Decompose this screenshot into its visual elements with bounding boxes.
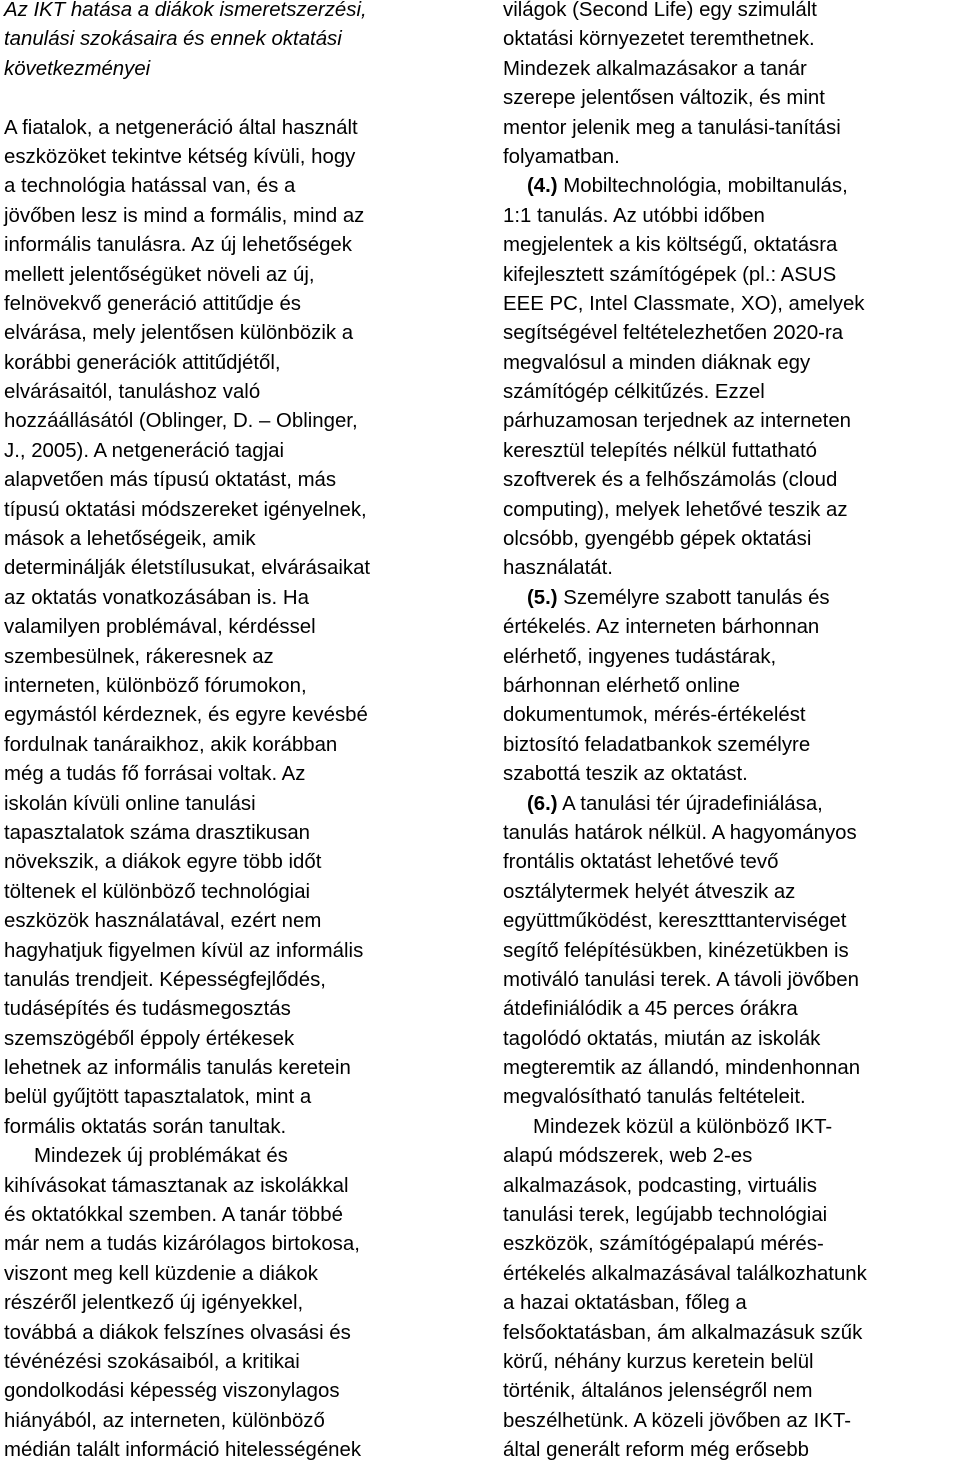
text-line: Mindezek új problémákat és xyxy=(34,1145,288,1168)
text-line: szerepe jelentősen változik, és mint xyxy=(503,87,825,110)
title-line: Az IKT hatása a diákok ismeretszerzési, xyxy=(4,0,367,21)
text-line: gondolkodási képesség viszonylagos xyxy=(4,1380,340,1403)
text-line: számítógép célkitűzés. Ezzel xyxy=(503,381,765,404)
text-line: szoftverek és a felhőszámolás (cloud xyxy=(503,469,838,492)
text-line: bárhonnan elérhető online xyxy=(503,674,740,697)
text-line: jövőben lesz is mind a formális, mind az xyxy=(4,204,365,227)
text-line: hagyhatjuk figyelmen kívül az informális xyxy=(4,939,364,962)
text-line: mentor jelenik meg a tanulási-tanítási xyxy=(503,116,841,139)
text-line: szemszögéből éppoly értékesek xyxy=(4,1027,295,1050)
text-line: továbbá a diákok felszínes olvasási és xyxy=(4,1321,351,1344)
text-line: megjelentek a kis költségű, oktatásra xyxy=(503,234,838,257)
text-line: mások a lehetőségeik, amik xyxy=(4,528,256,551)
text-line: eszközök használatával, ezért nem xyxy=(4,910,322,933)
item-number: (6.) xyxy=(527,792,558,815)
text-line: értékelés. Az interneten bárhonnan xyxy=(503,616,820,639)
text-line: elvárásaitól, tanuláshoz való xyxy=(4,381,261,404)
text-line: a hazai oktatásban, főleg a xyxy=(503,1292,747,1315)
item-6 xyxy=(503,790,958,1113)
text-line: töltenek el különböző technológiai xyxy=(4,880,311,903)
text-line: elérhető, ingyenes tudástárak, xyxy=(503,645,777,668)
text-line: az oktatás vonatkozásában is. Ha xyxy=(4,586,309,609)
text-line: tanulás határok nélkül. A hagyományos xyxy=(503,821,857,844)
text-line: motiváló tanulási terek. A távoli jövőben xyxy=(503,968,859,991)
text-line: még a tudás fő forrásai voltak. Az xyxy=(4,763,306,786)
text-line: 1:1 tanulás. Az utóbbi időben xyxy=(503,204,765,227)
text-line: informális tanulásra. Az új lehetőségek xyxy=(4,234,352,257)
text-line: használatát. xyxy=(503,557,613,580)
text-line: segítségével feltételezhetően 2020-ra xyxy=(503,322,844,345)
text-line: felnövekvő generáció attitűdje és xyxy=(4,292,301,315)
text-line: növekszik, a diákok egyre több időt xyxy=(4,851,322,874)
text-line: típusú oktatási módszereket igényelnek, xyxy=(4,498,367,521)
text-line: viszont meg kell küzdenie a diákok xyxy=(4,1262,318,1285)
text-line: tanulás trendjeit. Képességfejlődés, xyxy=(4,968,326,991)
text-line: Mindezek közül a különböző IKT- xyxy=(533,1115,833,1138)
text-line: elvárása, mely jelentősen különbözik a xyxy=(4,322,354,345)
text-line: lehetnek az informális tanulás keretein xyxy=(4,1057,351,1080)
text-line: fordulnak tanáraikhoz, akik korábban xyxy=(4,733,338,756)
text-line: átdefiniálódik a 45 perces órákra xyxy=(503,998,798,1021)
text-line: formális oktatás során tanultak. xyxy=(4,1115,287,1138)
item-first-line xyxy=(503,584,958,613)
paragraph-1 xyxy=(4,114,480,1143)
text-line: iskolán kívüli online tanulási xyxy=(4,792,256,815)
text-line: párhuzamosan terjednek az interneten xyxy=(503,410,851,433)
text-line: tanulási terek, legújabb technológiai xyxy=(503,1204,828,1227)
text-line: eszközöket tekintve kétség kívüli, hogy xyxy=(4,145,356,168)
text-line: szabottá teszik az oktatást. xyxy=(503,763,748,786)
paragraph-2 xyxy=(4,1142,480,1465)
text-line: világok (Second Life) egy szimulált xyxy=(503,0,817,21)
item-first-line xyxy=(503,172,958,201)
text-line: együttműködést, keresztttanterviséget xyxy=(503,910,847,933)
text-line: alkalmazások, podcasting, virtuális xyxy=(503,1174,817,1197)
text-line: eszközök, számítógépalapú mérés- xyxy=(503,1233,824,1256)
text-line: tévénézési szokásaiból, a kritikai xyxy=(4,1350,300,1373)
text-line: részéről jelentkező új igényekkel, xyxy=(4,1292,304,1315)
text-line: tapasztalatok száma drasztikusan xyxy=(4,821,311,844)
right-column xyxy=(503,0,958,1466)
final-paragraph xyxy=(503,1113,958,1466)
text-line: kifejlesztett számítógépek (pl.: ASUS xyxy=(503,263,837,286)
text-line: EEE PC, Intel Classmate, XO), amelyek xyxy=(503,292,865,315)
text-line: segítő felépítésükben, kinézetükben is xyxy=(503,939,849,962)
paragraph-gap xyxy=(4,84,480,113)
text-line: felsőoktatásban, ám alkalmazásuk szűk xyxy=(503,1321,863,1344)
text-line: frontális oktatást lehetővé tevő xyxy=(503,851,779,874)
text-line: tagolódó oktatás, miután az iskolák xyxy=(503,1027,821,1050)
text-line: dokumentumok, mérés-értékelést xyxy=(503,704,806,727)
item-first-line xyxy=(503,790,958,819)
text-line: interneten, különböző fórumokon, xyxy=(4,674,307,697)
item-heading: A tanulási tér újradefiniálása, xyxy=(557,792,823,815)
section-title xyxy=(4,0,480,84)
text-line: körű, néhány kurzus keretein belül xyxy=(503,1350,814,1373)
text-line: mellett jelentőségüket növeli az új, xyxy=(4,263,315,286)
item-number: (5.) xyxy=(527,586,558,609)
text-line: alapú módszerek, web 2-es xyxy=(503,1145,753,1168)
text-line: belül gyűjtött tapasztalatok, mint a xyxy=(4,1086,312,1109)
text-line: alapvetően más típusú oktatást, más xyxy=(4,469,337,492)
item-4 xyxy=(503,172,958,583)
title-line: következményei xyxy=(4,57,151,80)
intro-paragraph xyxy=(503,0,958,172)
title-line: tanulási szokásaira és ennek oktatási xyxy=(4,28,342,51)
text-line: keresztül telepítés nélkül futtatható xyxy=(503,439,817,462)
text-line: computing), melyek lehetővé teszik az xyxy=(503,498,848,521)
text-line: determinálják életstílusukat, elvárásaikat xyxy=(4,557,371,580)
text-line: már nem a tudás kizárólagos birtokosa, xyxy=(4,1233,360,1256)
text-line: megvalósul a minden diáknak egy xyxy=(503,351,811,374)
text-line: által generált reform még erősebb xyxy=(503,1439,810,1462)
text-line: hozzáállásától (Oblinger, D. – Oblinger, xyxy=(4,410,358,433)
item-5 xyxy=(503,584,958,790)
text-line: J., 2005). A netgeneráció tagjai xyxy=(4,439,285,462)
text-line: Mindezek alkalmazásakor a tanár xyxy=(503,57,807,80)
text-line: szembesülnek, rákeresnek az xyxy=(4,645,274,668)
text-line: értékelés alkalmazásával találkozhatunk xyxy=(503,1262,867,1285)
item-heading: Személyre szabott tanulás és xyxy=(557,586,830,609)
text-line: biztosító feladatbankok személyre xyxy=(503,733,811,756)
text-line: oktatási környezetet teremthetnek. xyxy=(503,28,815,51)
text-line: médián talált információ hitelességének xyxy=(4,1439,362,1462)
text-line: kihívásokat támasztanak az iskolákkal xyxy=(4,1174,349,1197)
text-line: hiányából, az interneten, különböző xyxy=(4,1409,325,1432)
text-line: és oktatókkal szemben. A tanár többé xyxy=(4,1204,343,1227)
text-line: megvalósítható tanulás feltételeit. xyxy=(503,1086,806,1109)
text-line: megteremtik az állandó, mindenhonnan xyxy=(503,1057,861,1080)
text-line: A fiatalok, a netgeneráció által használt xyxy=(4,116,358,139)
text-line: osztálytermek helyét átveszik az xyxy=(503,880,796,903)
text-line: valamilyen problémával, kérdéssel xyxy=(4,616,316,639)
text-line: beszélhetünk. A közeli jövőben az IKT- xyxy=(503,1409,851,1432)
left-column xyxy=(4,0,480,1466)
item-heading: Mobiltechnológia, mobiltanulás, xyxy=(557,175,848,198)
text-line: a technológia hatással van, és a xyxy=(4,175,296,198)
item-number: (4.) xyxy=(527,175,558,198)
text-line: történik, általános jelenségről nem xyxy=(503,1380,813,1403)
text-line: korábbi generációk attitűdjétől, xyxy=(4,351,281,374)
text-line: egymástól kérdeznek, és egyre kevésbé xyxy=(4,704,368,727)
text-line: olcsóbb, gyengébb gépek oktatási xyxy=(503,528,812,551)
text-line: folyamatban. xyxy=(503,145,620,168)
text-line: tudásépítés és tudásmegosztás xyxy=(4,998,291,1021)
